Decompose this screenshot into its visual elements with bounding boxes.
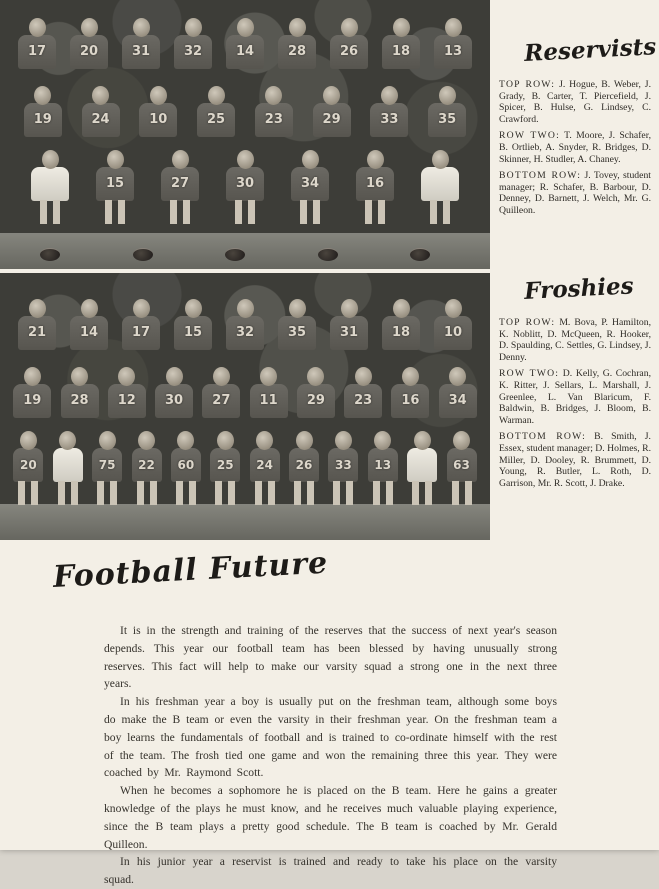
jersey-number: 13	[434, 35, 472, 69]
player-head	[296, 431, 313, 450]
player-figure	[278, 299, 316, 350]
player-figure	[24, 86, 62, 137]
player-figure	[330, 299, 368, 350]
row-label: BOTTOM ROW:	[499, 431, 586, 443]
player-figure	[278, 18, 316, 69]
player-figure	[70, 299, 108, 350]
player-figure	[161, 150, 199, 224]
player-figure	[226, 18, 264, 69]
player-figure	[434, 18, 472, 69]
jersey-number: 17	[122, 316, 160, 350]
player-figure	[174, 18, 212, 69]
froshies-bottom-row	[499, 431, 651, 489]
player-row	[4, 18, 486, 69]
jersey-number: 26	[289, 448, 319, 482]
player-head	[260, 367, 277, 386]
jersey-number: 27	[161, 167, 199, 201]
froshies-heading: Froshies	[523, 272, 635, 305]
jersey-number: 30	[226, 167, 264, 201]
player-head	[289, 18, 306, 37]
jersey-number: 29	[297, 384, 335, 418]
reservists-caption	[499, 33, 657, 222]
player-head	[381, 86, 398, 105]
jersey-number: 25	[210, 448, 240, 482]
player-figure	[197, 86, 235, 137]
player-head	[289, 299, 306, 318]
player-figure	[368, 431, 398, 505]
player-figure	[13, 367, 51, 418]
player-figure	[382, 18, 420, 69]
white-shirt	[53, 448, 83, 482]
player-head	[150, 86, 167, 105]
jersey-number: 18	[382, 35, 420, 69]
player-figure	[139, 86, 177, 137]
player-figure	[70, 18, 108, 69]
article-body	[104, 622, 557, 889]
white-shirt	[31, 167, 69, 201]
player-figure	[155, 367, 193, 418]
player-head	[29, 18, 46, 37]
player-row	[4, 431, 486, 505]
player-figure	[255, 86, 293, 137]
jersey-number: 24	[82, 103, 120, 137]
player-figure	[226, 150, 264, 224]
row-names: B. Smith, J. Essex, student manager; D. Holmes, R. Miller, D. Dooley, R. Brummett, D. Young, R. Butler, L. Roth, D. Garrison, Mr. R. Scott, J. Drake.	[499, 431, 652, 489]
football-icon	[40, 248, 60, 261]
player-figure	[202, 367, 240, 418]
player-figure	[13, 431, 43, 505]
player-head	[172, 150, 189, 169]
jersey-number: 75	[92, 448, 122, 482]
player-head	[92, 86, 109, 105]
jersey-number: 26	[330, 35, 368, 69]
reservists-heading: Reservists	[523, 33, 657, 67]
player-head	[393, 18, 410, 37]
player-head	[133, 299, 150, 318]
player-figure	[297, 367, 335, 418]
player-head	[453, 431, 470, 450]
froshies-caption	[499, 272, 652, 494]
jersey-number: 23	[255, 103, 293, 137]
player-head	[185, 18, 202, 37]
football-icon	[410, 248, 430, 261]
player-figure	[122, 18, 160, 69]
jersey-number: 24	[250, 448, 280, 482]
row-label: ROW TWO:	[499, 368, 560, 380]
player-figure	[370, 86, 408, 137]
player-figure	[328, 431, 358, 505]
player-head	[20, 431, 37, 450]
jersey-number: 19	[24, 103, 62, 137]
jersey-number: 33	[370, 103, 408, 137]
jersey-number: 20	[70, 35, 108, 69]
player-figure	[171, 431, 201, 505]
player-figure	[174, 299, 212, 350]
player-row	[4, 86, 486, 137]
jersey-number: 31	[330, 316, 368, 350]
white-shirt	[421, 167, 459, 201]
coach-figure	[421, 150, 459, 224]
player-head	[445, 18, 462, 37]
player-figure	[250, 431, 280, 505]
player-head	[133, 18, 150, 37]
article-paragraph: In his freshman year a boy is usually put on the freshman team, although some boys do make the B team or even the varsity in their freshman year. On the freshman team a boy learns the fundamentals of football and is trained to co-ordinate himself with the rest of the team. The frosh tied one game and won the remaining three this year. They were coached by Mr. Raymond Scott.	[104, 695, 557, 780]
player-figure	[18, 18, 56, 69]
footballs-row	[40, 248, 430, 261]
jersey-number: 15	[174, 316, 212, 350]
jersey-number: 16	[356, 167, 394, 201]
jersey-number: 34	[291, 167, 329, 201]
player-figure	[82, 86, 120, 137]
jersey-number: 17	[18, 35, 56, 69]
jersey-number: 16	[391, 384, 429, 418]
jersey-number: 22	[132, 448, 162, 482]
jersey-number: 35	[428, 103, 466, 137]
row-names: M. Bova, P. Hamilton, K. Noblitt, D. McQueen, R. Hooker, D. Spaulding, C. Settles, G. Lindsey, J. Denny.	[499, 317, 651, 363]
player-head	[237, 150, 254, 169]
player-row	[4, 299, 486, 350]
player-figure	[61, 367, 99, 418]
player-figure	[382, 299, 420, 350]
football-icon	[318, 248, 338, 261]
player-head	[335, 431, 352, 450]
football-icon	[225, 248, 245, 261]
player-figure	[132, 431, 162, 505]
player-head	[237, 18, 254, 37]
player-head	[107, 150, 124, 169]
player-figure	[108, 367, 146, 418]
player-head	[439, 86, 456, 105]
player-figure	[344, 367, 382, 418]
row-label: BOTTOM ROW:	[499, 170, 582, 182]
jersey-number: 63	[447, 448, 477, 482]
player-figure	[250, 367, 288, 418]
player-head	[213, 367, 230, 386]
player-head	[445, 299, 462, 318]
player-head	[208, 86, 225, 105]
white-shirt	[407, 448, 437, 482]
player-head	[414, 431, 431, 450]
player-head	[341, 18, 358, 37]
article-paragraph: It is in the strength and training of the reserves that the success of next year's season depends. This year our football team has been blessed by having unusually strong reserves. This fact will help to make our varsity squad a strong one in the next three years.	[104, 624, 557, 691]
player-head	[81, 299, 98, 318]
jersey-number: 25	[197, 103, 235, 137]
manager-figure	[31, 150, 69, 224]
row-label: TOP ROW:	[499, 317, 556, 328]
reservists-top-row	[499, 79, 651, 125]
manager-figure	[53, 431, 83, 505]
player-head	[42, 150, 59, 169]
player-figure	[356, 150, 394, 224]
jersey-number: 60	[171, 448, 201, 482]
coach-figure	[407, 431, 437, 505]
jersey-number: 32	[226, 316, 264, 350]
player-figure	[447, 431, 477, 505]
article-paragraph: In his junior year a reservist is trained and ready to take his place on the varsity squad.	[104, 855, 557, 887]
froshies-row-two	[499, 368, 651, 426]
jersey-number: 32	[174, 35, 212, 69]
player-head	[99, 431, 116, 450]
player-head	[367, 150, 384, 169]
reservists-team-photo	[0, 0, 490, 273]
player-figure	[122, 299, 160, 350]
player-figure	[434, 299, 472, 350]
reservists-row-two	[499, 130, 651, 165]
jersey-number: 29	[313, 103, 351, 137]
jersey-number: 28	[278, 35, 316, 69]
player-head	[185, 299, 202, 318]
jersey-number: 20	[13, 448, 43, 482]
player-figure	[439, 367, 477, 418]
jersey-number: 10	[139, 103, 177, 137]
froshies-team-photo	[0, 273, 490, 540]
player-head	[256, 431, 273, 450]
jersey-number: 11	[250, 384, 288, 418]
player-figure	[428, 86, 466, 137]
player-head	[24, 367, 41, 386]
row-names: T. Moore, J. Schafer, B. Ortlieb, A. Snyder, R. Bridges, D. Skinner, H. Studler, A. Chaney.	[499, 130, 651, 165]
player-head	[166, 367, 183, 386]
player-figure	[92, 431, 122, 505]
player-head	[323, 86, 340, 105]
jersey-number: 34	[439, 384, 477, 418]
row-names: D. Kelly, G. Cochran, K. Ritter, J. Sellars, L. Marshall, J. Greenlee, L. Van Blaricum, F. Baldwin, B. Bridges, J. Bloom, B. Warman.	[499, 368, 651, 426]
froshies-top-row	[499, 317, 651, 363]
player-head	[302, 150, 319, 169]
jersey-number: 18	[382, 316, 420, 350]
football-icon	[133, 248, 153, 261]
reservists-bottom-row	[499, 170, 651, 216]
player-figure	[313, 86, 351, 137]
jersey-number: 14	[70, 316, 108, 350]
player-figure	[291, 150, 329, 224]
jersey-number: 12	[108, 384, 146, 418]
row-names: J. Tovey, student manager; R. Schafer, B. Barbour, D. Denney, D. Barnett, J. Welch, Mr. G. Quilleon.	[499, 170, 651, 216]
jersey-number: 13	[368, 448, 398, 482]
jersey-number: 19	[13, 384, 51, 418]
player-head	[217, 431, 234, 450]
player-head	[341, 299, 358, 318]
player-figure	[330, 18, 368, 69]
player-head	[29, 299, 46, 318]
player-figure	[96, 150, 134, 224]
player-figure	[289, 431, 319, 505]
player-figure	[226, 299, 264, 350]
player-head	[393, 299, 410, 318]
jersey-number: 35	[278, 316, 316, 350]
row-label: ROW TWO:	[499, 130, 560, 142]
jersey-number: 21	[18, 316, 56, 350]
jersey-number: 10	[434, 316, 472, 350]
jersey-number: 14	[226, 35, 264, 69]
row-names: J. Hogue, B. Weber, J. Grady, B. Carter, T. Piercefield, J. Spicer, B. Hulse, G. Lindsey, C. Crawford.	[499, 79, 651, 125]
player-head	[71, 367, 88, 386]
player-head	[355, 367, 372, 386]
player-head	[81, 18, 98, 37]
jersey-number: 33	[328, 448, 358, 482]
player-row	[4, 367, 486, 418]
jersey-number: 27	[202, 384, 240, 418]
player-head	[237, 299, 254, 318]
player-figure	[391, 367, 429, 418]
jersey-number: 15	[96, 167, 134, 201]
player-figure	[18, 299, 56, 350]
jersey-number: 28	[61, 384, 99, 418]
player-head	[432, 150, 449, 169]
article-paragraph: When he becomes a sophomore he is placed on the B team. Here he gains a greater knowledge of the plays he must know, and he receives much valuable playing experience, since the B team plays a pretty good schedule. The B team is coached by Mr. Gerald Quilleon.	[104, 784, 557, 851]
row-label: TOP ROW:	[499, 79, 556, 90]
player-head	[402, 367, 419, 386]
player-figure	[210, 431, 240, 505]
jersey-number: 30	[155, 384, 193, 418]
player-row	[4, 150, 486, 224]
article-title: Football Future	[52, 545, 329, 595]
jersey-number: 31	[122, 35, 160, 69]
player-head	[138, 431, 155, 450]
jersey-number: 23	[344, 384, 382, 418]
